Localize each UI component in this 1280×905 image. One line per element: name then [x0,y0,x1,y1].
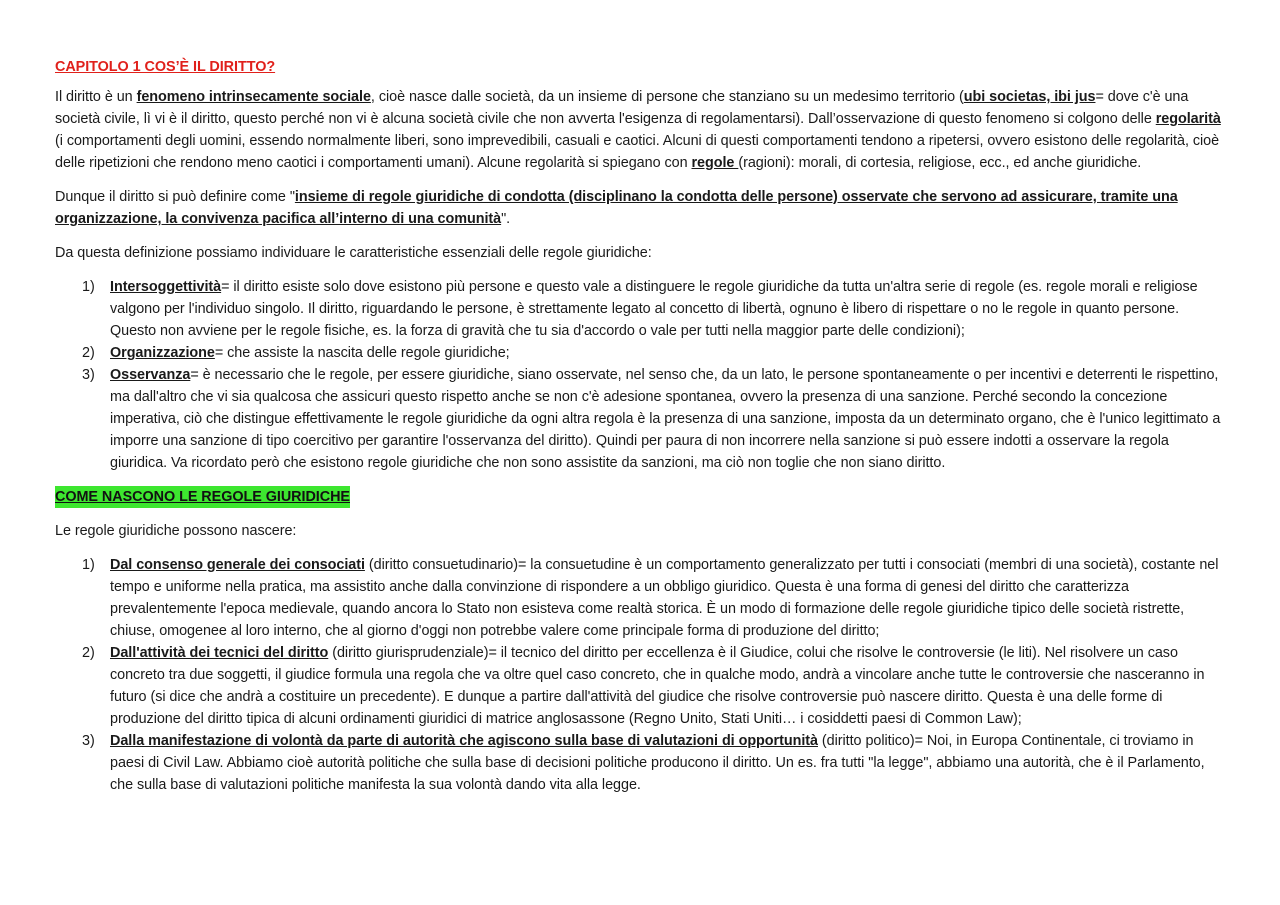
list-number: 1) [82,557,95,573]
list-item [55,276,1225,342]
list-item-term: Dal consenso generale dei consociati [110,557,365,573]
p2-text-1: Dunque il diritto si può definire come " [55,189,295,205]
p2-text-2: ". [501,211,511,227]
list-item-text: (diritto consuetudinario)= la consuetudine è un comportamento generalizzato per tutti i consociati (membri di una società), costante nel tempo e uniforme nella pratica, ma assistito anche dalla convinzione di rispondere a un obbligo giuridico. Questa è una forma di genesi del diritto che caratterizza prevalentemente l'epoca medievale, quando ancora lo Stato non esisteva come realtà storica. È un modo di formazione delle regole giuridiche tipico delle società ristrette, chiuse, omogenee al loro interno, che al giorno d'oggi non potrebbe valere come principale forma di produzione del diritto; [110,557,1219,639]
document-page [55,56,1225,808]
list-item-text: = il diritto esiste solo dove esistono più persone e questo vale a distinguere le regole giuridiche da tutta un'altra serie di regole (es. regole morali e religiose valgono per l'individuo singolo. Il diritto, riguardando le persone, è strettamente legato al concetto di libertà, ognuno è libero di rispettare o no le regole in quanto persone. Questo non avviene per le regole fisiche, es. la forza di gravità che tu sia d'accordo o vale per tutti nella maggior parte delle condizioni); [110,279,1198,339]
p1-bold-1: fenomeno intrinsecamente sociale [136,89,371,105]
list-item-text: = che assiste la nascita delle regole giuridiche; [214,345,510,361]
list-item-text: (diritto giurisprudenziale)= il tecnico del diritto per eccellenza è il Giudice, colui che risolve le controversie (le liti). Nel risolvere un caso concreto tra due soggetti, il giudice formula una regola che va oltre quel caso concreto, che in qualche modo, andrà a vincolare anche tutte le controversie che nasceranno in futuro (si dice che andrà a costituire un precedente). E dunque a partire dall'attività del giudice che risolve controversie può nascere diritto. Questa è una delle forme di produzione del diritto tipica di alcuni ordinamenti giuridici di matrice anglosassone (Regno Unito, Stati Uniti… i cosiddetti paesi di Common Law); [110,645,1205,727]
list-item [55,730,1225,796]
paragraph-origins-intro: Le regole giuridiche possono nascere: [55,523,297,539]
p1-text-3: = dove c'è una società civile, lì vi è il diritto, questo perché non vi è alcuna società civile che non avverta l'esigenza di regolamentarsi). Dall’osservazione di questo fenomeno si colgono delle [55,89,1189,127]
paragraph-intro [55,86,1225,174]
list-number: 3) [82,367,95,383]
characteristics-list [55,276,1225,474]
list-item [55,342,1225,364]
paragraph-characteristics-intro: Da questa definizione possiamo individuare le caratteristiche essenziali delle regole giuridiche: [55,245,652,261]
p1-text-4: (i comportamenti degli uomini, essendo normalmente liberi, sono imprevedibili, casuali e caotici. Alcuni di questi comportamenti tendono a ripetersi, ovvero esistono delle regolarità, cioè delle ripetizioni che rendono meno caotici i comportamenti umani). Alcune regolarità si spiegano con [55,133,1220,171]
list-item-text: = è necessario che le regole, per essere giuridiche, siano osservate, nel senso che, da un lato, le persone spontaneamente o per incentivi e deterrenti le rispettino, ma dall'altro che vi sia qualcosa che assicuri questo rispetto anche se non c'è adesione spontanea, ovvero la presenza di una sanzione. Perché secondo la concezione imperativa, ciò che distingue effettivamente le regole giuridiche da ogni altra regola è la presenza di una sanzione, imposta da un determinato organo, che è l'unico legittimato a imporre una sanzione di tipo coercitivo per garantire l'osservanza del diritto). Quindi per paura di non incorrere nella sanzione si può essere indotti a osservare la regola giuridica. Va ricordato però che esistono regole giuridiche che non sono assistite da sanzioni, ma ciò non toglie che non siano diritto. [110,367,1221,471]
p1-text-5: (ragioni): morali, di cortesia, religiose, ecc., ed anche giuridiche. [738,155,1142,171]
p1-bold-3: regolarità [1155,111,1221,127]
list-item [55,364,1225,474]
list-item-term: Osservanza [110,367,191,383]
list-item [55,554,1225,642]
list-item-term: Dalla manifestazione di volontà da parte di autorità che agiscono sulla base di valutazioni di opportunità [110,733,818,749]
list-number: 2) [82,645,95,661]
list-number: 1) [82,279,95,295]
list-item-text: (diritto politico)= Noi, in Europa Continentale, ci troviamo in paesi di Civil Law. Abbiamo cioè autorità politiche che sulla base di decisioni politiche producono il diritto. Un es. fra tutti "la legge", abbiamo una autorità, che è il Parlamento, che sulla base di valutazioni politiche manifesta la sua volontà dando vita alla legge. [110,733,1205,793]
list-item-term: Intersoggettività [110,279,222,295]
list-item-term: Dall'attività dei tecnici del diritto [110,645,329,661]
chapter-title: CAPITOLO 1 COS’È IL DIRITTO? [55,59,276,75]
list-item [55,642,1225,730]
section-title-wrapper [55,486,1225,508]
p1-text-1: Il diritto è un [55,89,137,105]
p1-text-2: , cioè nasce dalle società, da un insieme di persone che stanziano su un medesimo territorio ( [370,89,964,105]
list-number: 3) [82,733,95,749]
section-title: COME NASCONO LE REGOLE GIURIDICHE [55,486,350,508]
origins-list [55,554,1225,796]
p2-bold-1: insieme di regole giuridiche di condotta (disciplinano la condotta delle persone) osservate che servono ad assicurare, tramite una organizzazione, la convivenza pacifica all’interno di una comunità [55,189,1178,227]
list-number: 2) [82,345,95,361]
p1-bold-4: regole [691,155,739,171]
p1-bold-2: ubi societas, ibi jus [963,89,1096,105]
list-item-term: Organizzazione [110,345,215,361]
paragraph-definition [55,186,1225,230]
